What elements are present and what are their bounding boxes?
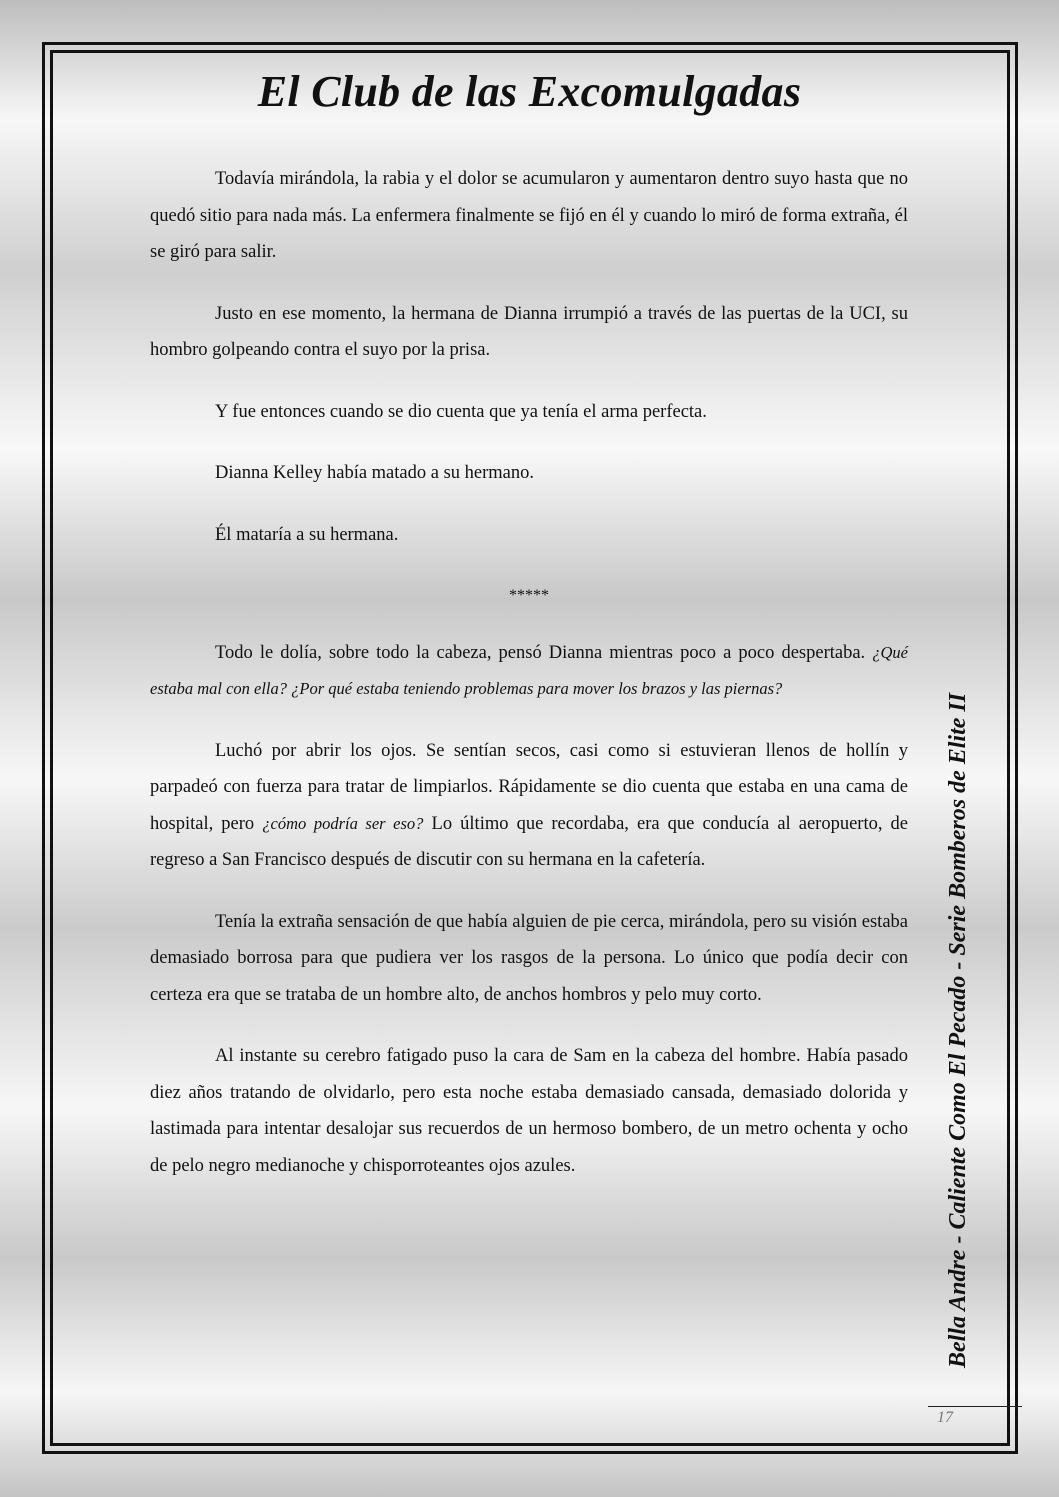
paragraph: Todavía mirándola, la rabia y el dolor se acumularon y aumentaron dentro suyo hasta que no quedó sitio para nada más. La enfermera finalmente se fijó en él y cuando lo miró de forma extraña, él se giró para salir. [150, 169, 908, 262]
running-header-vertical: Bella Andre - Caliente Como El Pecado - Serie Bomberos de Elite II [945, 692, 971, 1368]
paragraph: Él mataría a su hermana. [215, 524, 399, 545]
paragraph: Tenía la extraña sensación de que había alguien de pie cerca, mirándola, pero su visión estaba demasiado borrosa para que pudiera ver los rasgos de la persona. Lo único que podía decir con certeza era que se trataba de un hombre alto, de anchos hombros y pelo muy corto. [150, 911, 908, 1005]
paragraph-text: Todo le dolía, sobre todo la cabeza, pensó Dianna mientras poco a poco despertaba. [215, 642, 866, 663]
paragraph [150, 635, 908, 708]
italic-thought: ¿cómo podría ser eso? [262, 813, 424, 833]
paragraph: Al instante su cerebro fatigado puso la cara de Sam en la cabeza del hombre. Había pasado diez años tratando de olvidarlo, pero esta noche estaba demasiado cansada, demasiado dolorida y lastimada para intentar desalojar sus recuerdos de un hermoso bombero, de un metro ochenta y ocho de pelo negro medianoche y chisporroteantes ojos azules. [150, 1046, 908, 1176]
scene-separator: ***** [509, 587, 549, 604]
paragraph: Dianna Kelley había matado a su hermano. [215, 463, 535, 483]
italic-thought: ¿Qué estaba mal con ella? ¿Por qué estaba teniendo problemas para mover los brazos y las piernas? [150, 642, 909, 698]
page-title: El Club de las Excomulgadas [257, 67, 802, 116]
paragraph-text: Lo último que recordaba, era que conducía al aeropuerto, de regreso a San Francisco después de discutir con su hermana en la cafetería. [150, 813, 909, 870]
paragraph [150, 733, 908, 879]
page-number-rule [928, 1406, 1022, 1407]
paragraph: Y fue entonces cuando se dio cuenta que ya tenía el arma perfecta. [215, 401, 707, 422]
paragraph-text: Luchó por abrir los ojos. Se sentían secos, casi como si estuvieran llenos de hollín y parpadeó con fuerza para tratar de limpiarlos. Rápidamente se dio cuenta que estaba en una cama de hospital, pero [150, 740, 908, 834]
body-text [150, 161, 908, 1209]
paragraph: Justo en ese momento, la hermana de Dianna irrumpió a través de las puertas de la UCI, su hombro golpeando contra el suyo por la prisa. [150, 303, 908, 360]
page-number: 17 [937, 1409, 953, 1426]
